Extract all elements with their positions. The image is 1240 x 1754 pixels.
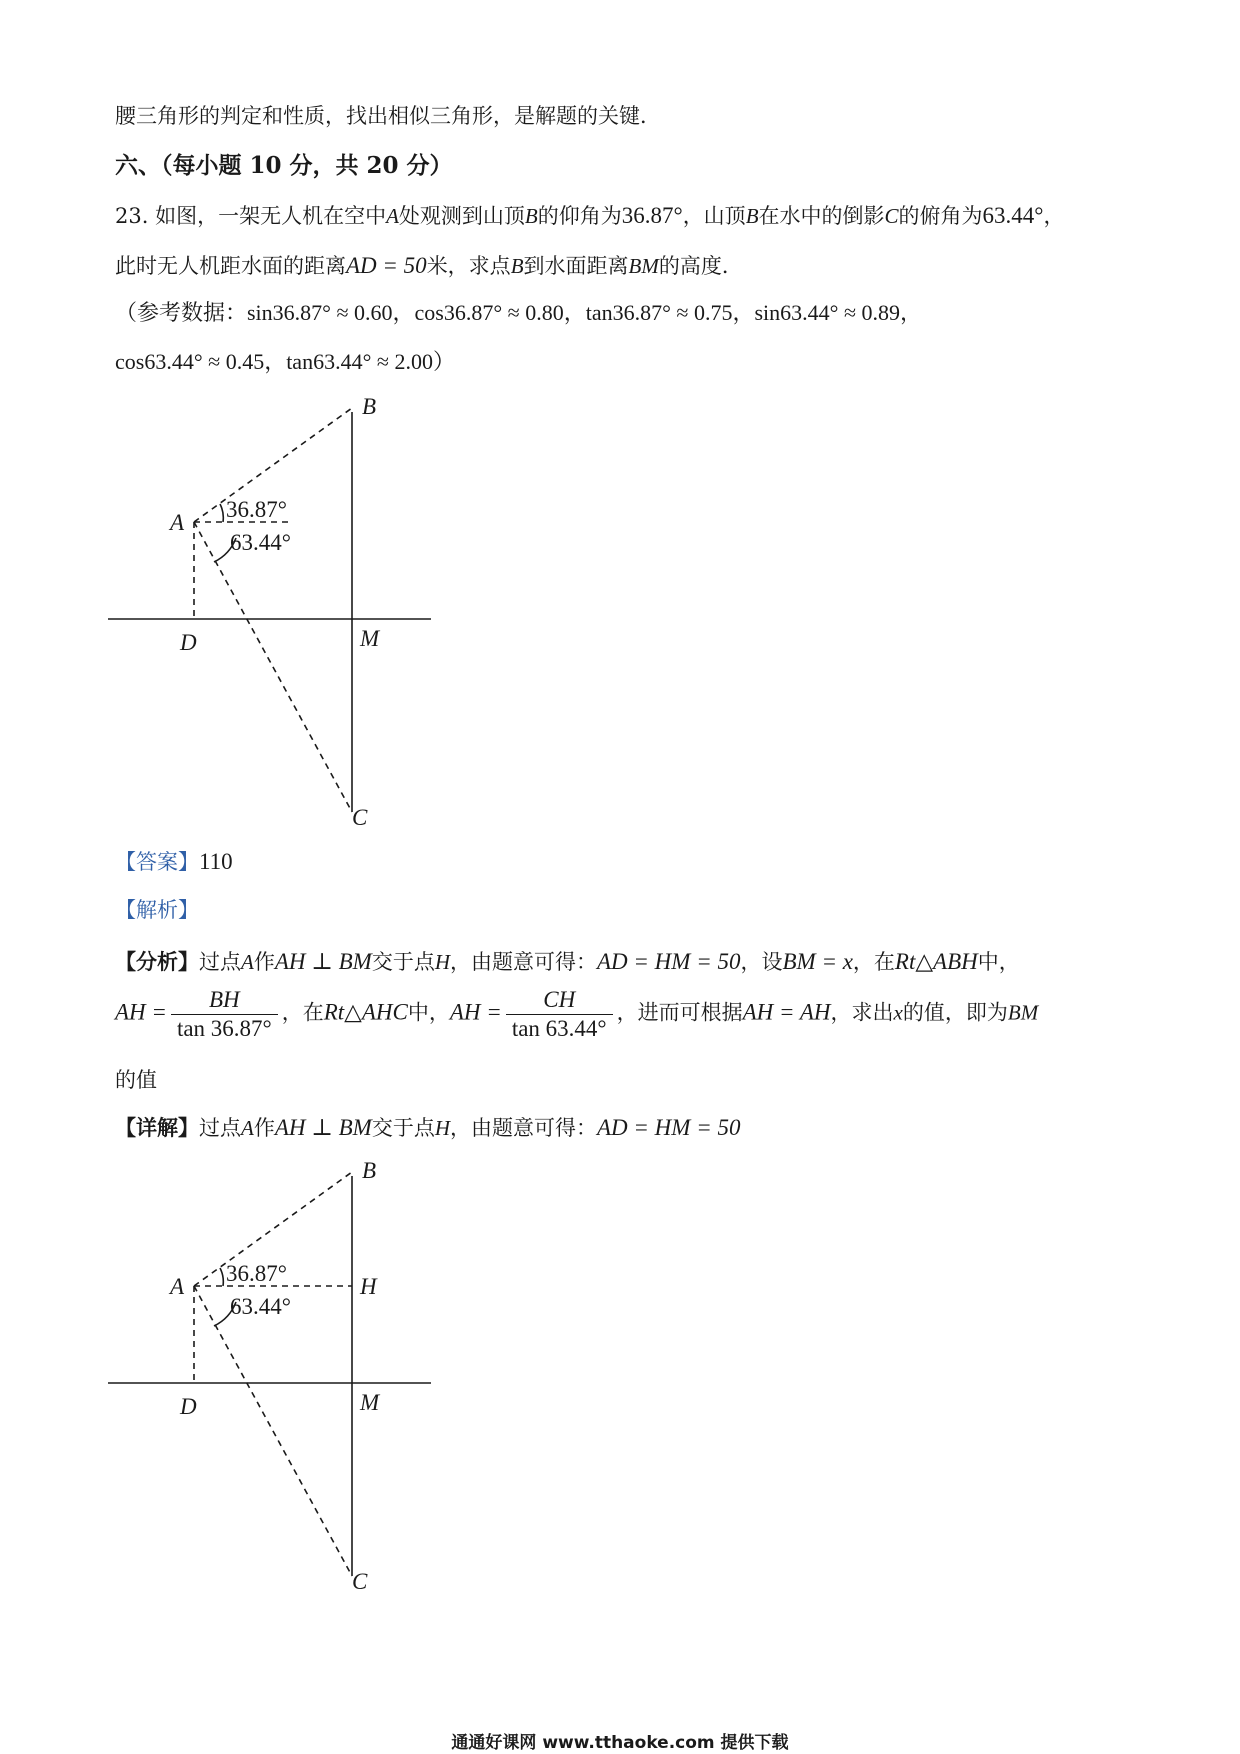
fraction-2: [506, 986, 613, 1042]
var-h: H: [434, 950, 450, 974]
triangle-ahc: Rt△AHC: [323, 999, 408, 1025]
label-c: C: [352, 805, 368, 830]
var-a: A: [386, 204, 399, 228]
q-text: 处观测到山顶: [398, 204, 525, 228]
fraction-1-numerator: BH: [171, 986, 278, 1015]
var-b: B: [745, 204, 759, 228]
eq-ad: AD = 50: [346, 253, 427, 278]
angle-label-1: 36.87°: [226, 497, 287, 522]
var-x: x: [893, 1000, 903, 1025]
q-text: 米，求点: [426, 254, 511, 278]
answer-tag: 【答案】: [115, 850, 199, 874]
question-line-1: [115, 202, 1064, 230]
fraction-2-denominator: tan 63.44°: [511, 1015, 607, 1041]
eq-ad-hm: AD = HM = 50: [597, 949, 741, 974]
q-text: ，: [1043, 204, 1065, 228]
fraction-1-denominator: tan 36.87°: [176, 1015, 272, 1041]
fraction-1: [171, 986, 278, 1042]
fx-text: 交于点: [371, 950, 435, 974]
xj-text: 过点: [199, 1116, 241, 1140]
q-text: 的高度．: [658, 254, 743, 278]
var-h: H: [434, 1116, 450, 1140]
fx-text: 中，: [407, 1000, 450, 1025]
fx-text: ，求出: [830, 1000, 894, 1025]
fx-text: ，在: [852, 950, 895, 974]
label-m: M: [360, 626, 380, 651]
eq-ah: AH =: [449, 999, 502, 1025]
ac-dashed-line: [194, 1286, 352, 1576]
angle-depression: 63.44°: [982, 203, 1044, 228]
eq-perp: AH ⊥ BM: [274, 1115, 372, 1140]
var-bm: BM: [1007, 1000, 1039, 1025]
label-b: B: [362, 1158, 377, 1183]
fenxi-line-3: 的值: [115, 1068, 157, 1092]
eq-ad-hm: AD = HM = 50: [597, 1115, 741, 1140]
label-b: B: [362, 394, 377, 419]
ac-dashed-line: [194, 522, 352, 812]
angle-label-2: 63.44°: [230, 530, 291, 555]
eq-ah-ah: AH = AH: [742, 999, 831, 1025]
label-a: A: [170, 1274, 185, 1299]
footer-text: 通通好课网 www.tthaoke.com 提供下载: [451, 1733, 789, 1753]
label-d: D: [180, 1394, 197, 1419]
fx-text: ，进而可根据: [616, 1000, 743, 1025]
reference-data-line-2: cos63.44° ≈ 0.45，tan63.44° ≈ 2.00）: [115, 349, 455, 374]
fx-text: 过点: [199, 950, 241, 974]
fx-text: ，由题意可得：: [450, 950, 597, 974]
fraction-2-numerator: CH: [506, 986, 613, 1015]
fenxi-line-1: [115, 948, 1020, 976]
answer-line: [115, 848, 233, 876]
fx-text: 中，: [977, 950, 1020, 974]
var-a: A: [241, 950, 254, 974]
label-m: M: [360, 1390, 380, 1415]
angle-arc-elevation: [220, 1268, 223, 1286]
var-bm: BM: [628, 254, 659, 278]
eq-bm-x: BM = x: [782, 949, 853, 974]
intro-line: 腰三角形的判定和性质，找出相似三角形，是解题的关键．: [115, 104, 661, 128]
fenxi-tag: 【分析】: [115, 949, 199, 974]
label-h: H: [360, 1274, 377, 1299]
fx-text: 的值，即为: [902, 1000, 1008, 1025]
angle-label-2: 63.44°: [230, 1294, 291, 1319]
fenxi-line-2: [115, 986, 1038, 1042]
q-text: 23. 如图，一架无人机在空中: [115, 204, 387, 228]
var-b: B: [524, 204, 538, 228]
analysis-tag: 【解析】: [115, 898, 199, 922]
triangle-abh: Rt△ABH: [894, 949, 978, 974]
reference-data-line-1: （参考数据：sin36.87° ≈ 0.60，cos36.87° ≈ 0.80，tan36.87° ≈ 0.75，sin63.44° ≈ 0.89，: [115, 300, 923, 325]
var-b: B: [510, 254, 524, 278]
figure-2-diagram: [108, 1156, 448, 1596]
fx-text: ，在: [281, 1000, 324, 1025]
section-heading: 六、（每小题 10 分，共 20 分）: [115, 152, 453, 179]
xiangjie-tag: 【详解】: [115, 1115, 199, 1140]
fx-text: ，设: [740, 950, 783, 974]
q-text: ，山顶: [682, 204, 746, 228]
angle-label-1: 36.87°: [226, 1261, 287, 1286]
q-text: 的仰角为: [537, 204, 622, 228]
q-text: 在水中的倒影: [758, 204, 885, 228]
answer-value: 110: [199, 849, 233, 874]
q-text: 的俯角为: [898, 204, 983, 228]
question-line-2: [115, 252, 743, 280]
angle-arc-elevation: [220, 504, 223, 522]
var-c: C: [884, 204, 899, 228]
xj-text: 交于点: [371, 1116, 435, 1140]
eq-ah: AH =: [115, 999, 167, 1025]
q-text: 此时无人机距水面的距离: [115, 254, 346, 278]
q-text: 到水面距离: [523, 254, 629, 278]
figure-1-diagram: [108, 392, 448, 832]
xj-text: ，由题意可得：: [450, 1116, 597, 1140]
angle-elevation: 36.87°: [621, 203, 683, 228]
label-c: C: [352, 1569, 368, 1594]
label-a: A: [170, 510, 185, 535]
xiangjie-line: [115, 1114, 740, 1142]
xj-text: 作: [253, 1116, 275, 1140]
eq-perp: AH ⊥ BM: [274, 949, 372, 974]
var-a: A: [241, 1116, 254, 1140]
fx-text: 作: [253, 950, 275, 974]
label-d: D: [180, 630, 197, 655]
